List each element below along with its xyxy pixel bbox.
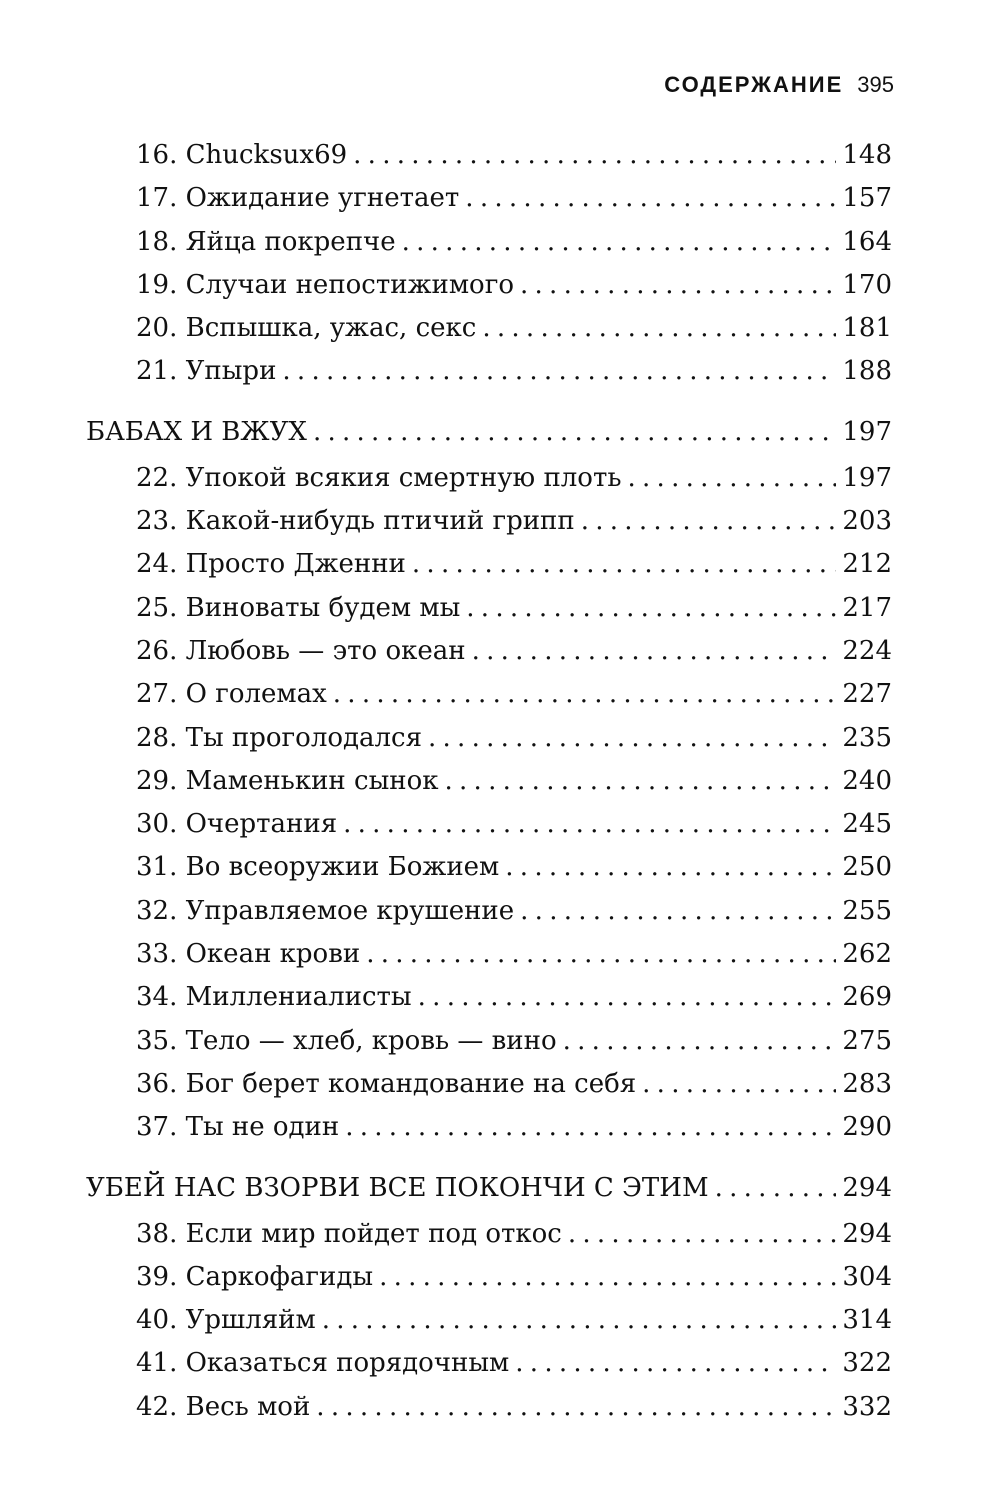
toc-entry-title: 30. Очертания xyxy=(136,809,338,840)
toc-chapter-entry xyxy=(86,593,892,636)
toc-dot-leader xyxy=(333,679,837,709)
toc-chapter-entry xyxy=(86,1026,892,1069)
toc-entry-title: 39. Саркофагиды xyxy=(136,1261,374,1292)
section-title: СОДЕРЖАНИЕ xyxy=(664,72,844,97)
toc-dot-leader xyxy=(581,506,837,536)
toc-chapter-entry xyxy=(86,1392,892,1435)
toc-entry-title: 19. Случаи непостижимого xyxy=(136,269,514,300)
toc-entry-page: 275 xyxy=(842,1025,892,1056)
toc-chapter-entry xyxy=(86,896,892,939)
toc-entry-title: 26. Любовь — это океан xyxy=(136,635,466,666)
toc-entry-title: 27. О големах xyxy=(136,679,327,710)
toc-chapter-entry xyxy=(86,1305,892,1348)
toc-dot-leader xyxy=(428,723,836,753)
toc-dot-leader xyxy=(412,549,836,579)
toc-entry-page: 235 xyxy=(842,722,892,753)
toc-dot-leader xyxy=(472,636,837,666)
toc-dot-leader xyxy=(568,1219,837,1249)
toc-dot-leader xyxy=(282,356,836,386)
toc-entry-page: 283 xyxy=(842,1068,892,1099)
toc-entry-title: 22. Упокой всякия смертную плоть xyxy=(136,462,622,493)
toc-entry-page: 212 xyxy=(842,549,892,580)
toc-dot-leader xyxy=(316,1392,836,1422)
toc-entry-title: 17. Ожидание угнетает xyxy=(136,183,460,214)
toc-chapter-entry xyxy=(86,1219,892,1262)
toc-entry-page: 240 xyxy=(842,765,892,796)
toc-entry-page: 197 xyxy=(842,416,892,447)
toc-entry-title: 41. Оказаться порядочным xyxy=(136,1348,510,1379)
toc-dot-leader xyxy=(445,766,837,796)
toc-dot-leader xyxy=(520,270,836,300)
toc-chapter-entry xyxy=(86,1348,892,1391)
toc-chapter-entry xyxy=(86,809,892,852)
toc-entry-title: 37. Ты не один xyxy=(136,1112,340,1143)
toc-entry-title: 38. Если мир пойдет под откос xyxy=(136,1218,562,1249)
toc-chapter-entry xyxy=(86,270,892,313)
toc-entry-title: 36. Бог берет командование на себя xyxy=(136,1068,637,1099)
toc-entry-page: 255 xyxy=(842,895,892,926)
toc-dot-leader xyxy=(642,1069,836,1099)
toc-chapter-entry xyxy=(86,506,892,549)
toc-entry-title: БАБАХ И ВЖУХ xyxy=(86,416,307,447)
toc-entry-page: 148 xyxy=(842,140,892,170)
toc-entry-page: 245 xyxy=(842,809,892,840)
toc-entry-page: 217 xyxy=(842,592,892,623)
toc-entry-page: 294 xyxy=(842,1172,892,1203)
toc-chapter-entry xyxy=(86,356,892,399)
toc-dot-leader xyxy=(628,463,837,493)
toc-entry-page: 250 xyxy=(842,852,892,883)
toc-entry-page: 304 xyxy=(842,1261,892,1292)
toc-entry-page: 188 xyxy=(842,356,892,387)
toc-entry-title: 21. Упыри xyxy=(136,356,277,387)
toc-dot-leader xyxy=(520,896,836,926)
toc-chapter-entry xyxy=(86,463,892,506)
toc-dot-leader xyxy=(313,417,836,447)
page-number: 395 xyxy=(857,72,894,97)
toc-entry-page: 314 xyxy=(842,1305,892,1336)
toc-dot-leader xyxy=(466,593,836,623)
toc-dot-leader xyxy=(715,1173,837,1203)
toc-entry-title: 28. Ты проголодался xyxy=(136,722,422,753)
toc-entry-page: 224 xyxy=(842,635,892,666)
toc-dot-leader xyxy=(515,1348,836,1378)
toc-dot-leader xyxy=(402,227,837,257)
table-of-contents xyxy=(86,140,892,1435)
toc-entry-title: 40. Уршляйм xyxy=(136,1305,316,1336)
toc-entry-page: 290 xyxy=(842,1112,892,1143)
toc-chapter-entry xyxy=(86,636,892,679)
toc-dot-leader xyxy=(563,1026,837,1056)
toc-entry-title: 32. Управляемое крушение xyxy=(136,895,515,926)
toc-entry-title: 33. Океан крови xyxy=(136,939,361,970)
toc-chapter-entry xyxy=(86,1069,892,1112)
toc-chapter-entry xyxy=(86,140,892,183)
toc-entry-page: 322 xyxy=(842,1348,892,1379)
toc-entry-page: 170 xyxy=(842,269,892,300)
toc-chapter-entry xyxy=(86,313,892,356)
toc-entry-title: 42. Весь мой xyxy=(136,1391,311,1422)
toc-chapter-entry xyxy=(86,679,892,722)
toc-chapter-entry xyxy=(86,982,892,1025)
toc-entry-title: 35. Тело — хлеб, кровь — вино xyxy=(136,1025,557,1056)
toc-entry-title: УБЕЙ НАС ВЗОРВИ ВСЕ ПОКОНЧИ С ЭТИМ xyxy=(86,1172,709,1203)
toc-entry-title: 18. Яйца покрепче xyxy=(136,226,396,257)
toc-entry-page: 262 xyxy=(842,939,892,970)
toc-entry-page: 227 xyxy=(842,679,892,710)
toc-dot-leader xyxy=(366,939,836,969)
toc-dot-leader xyxy=(345,1112,836,1142)
toc-entry-title: 23. Какой-нибудь птичий грипп xyxy=(136,506,575,537)
toc-entry-title: 25. Виноваты будем мы xyxy=(136,592,461,623)
toc-entry-title: 31. Во всеоружии Божием xyxy=(136,852,500,883)
toc-entry-title: 34. Миллениалисты xyxy=(136,982,412,1013)
toc-entry-page: 164 xyxy=(842,226,892,257)
toc-entry-title: 29. Маменькин сынок xyxy=(136,765,439,796)
toc-part-entry xyxy=(86,417,892,463)
toc-chapter-entry xyxy=(86,183,892,226)
toc-chapter-entry xyxy=(86,766,892,809)
toc-entry-page: 203 xyxy=(842,506,892,537)
toc-entry-title: 24. Просто Дженни xyxy=(136,549,406,580)
toc-chapter-entry xyxy=(86,549,892,592)
toc-dot-leader xyxy=(343,809,836,839)
toc-entry-page: 294 xyxy=(842,1218,892,1249)
toc-dot-leader xyxy=(482,313,836,343)
toc-dot-leader xyxy=(322,1305,837,1335)
toc-entry-page: 181 xyxy=(842,313,892,344)
toc-chapter-entry xyxy=(86,852,892,895)
toc-entry-page: 269 xyxy=(842,982,892,1013)
toc-dot-leader xyxy=(353,140,836,170)
toc-entry-title: 20. Вспышка, ужас, секс xyxy=(136,313,477,344)
toc-entry-title: 16. Chucksux69 xyxy=(136,140,348,170)
running-head xyxy=(664,72,894,98)
toc-entry-page: 332 xyxy=(842,1391,892,1422)
toc-chapter-entry xyxy=(86,723,892,766)
toc-dot-leader xyxy=(505,852,836,882)
toc-chapter-entry xyxy=(86,939,892,982)
toc-chapter-entry xyxy=(86,1262,892,1305)
toc-dot-leader xyxy=(379,1262,836,1292)
toc-dot-leader xyxy=(465,183,836,213)
toc-entry-page: 157 xyxy=(842,183,892,214)
toc-chapter-entry xyxy=(86,227,892,270)
toc-dot-leader xyxy=(418,982,837,1012)
toc-chapter-entry xyxy=(86,1112,892,1155)
toc-entry-page: 197 xyxy=(842,462,892,493)
toc-part-entry xyxy=(86,1173,892,1219)
